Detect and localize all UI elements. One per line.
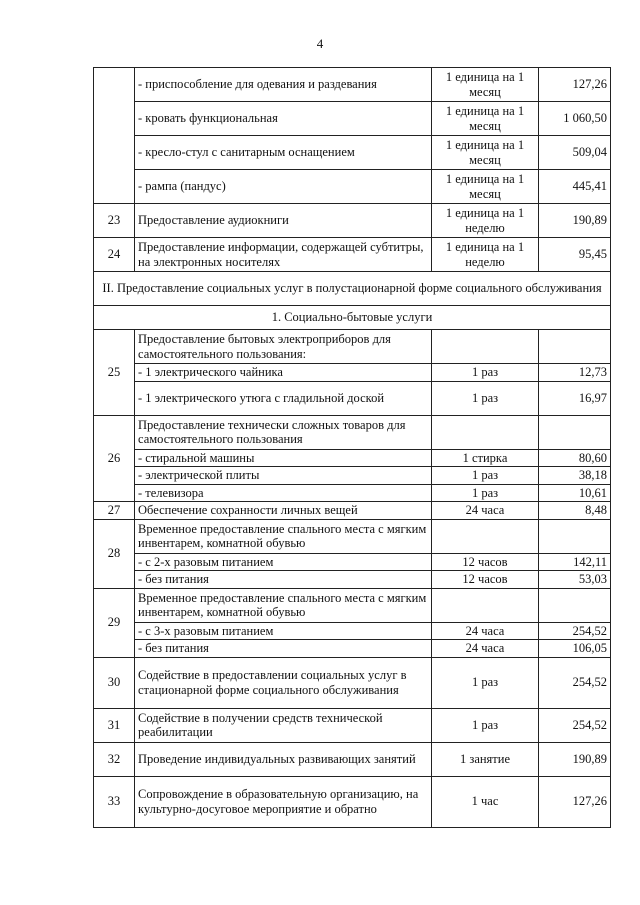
table-row — [94, 364, 611, 382]
page-number: 4 — [316, 36, 324, 51]
service-name-cell: Предоставление бытовых электроприборов для самостоятельного пользования: — [135, 330, 432, 364]
price-cell — [539, 588, 611, 622]
service-name-cell: - рампа (пандус) — [135, 170, 432, 204]
table-row — [94, 657, 611, 708]
section-header-row — [94, 272, 611, 306]
unit-cell: 12 часов — [432, 571, 539, 589]
table-row — [94, 204, 611, 238]
price-cell: 190,89 — [539, 204, 611, 238]
table-row — [94, 571, 611, 589]
table-row — [94, 708, 611, 742]
row-number-cell — [94, 68, 135, 204]
row-number-cell: 33 — [94, 776, 135, 827]
table-row — [94, 102, 611, 136]
table-row — [94, 381, 611, 415]
service-name-cell: - без питания — [135, 571, 432, 589]
service-name-cell: - электрической плиты — [135, 467, 432, 485]
price-cell: 95,45 — [539, 238, 611, 272]
table-row — [94, 553, 611, 571]
price-cell: 10,61 — [539, 484, 611, 502]
row-number-cell: 26 — [94, 415, 135, 502]
price-cell: 445,41 — [539, 170, 611, 204]
service-name-cell: - без питания — [135, 640, 432, 658]
price-cell: 38,18 — [539, 467, 611, 485]
price-cell — [539, 519, 611, 553]
unit-cell — [432, 415, 539, 449]
unit-cell — [432, 330, 539, 364]
table-row — [94, 330, 611, 364]
services-tariff-table — [93, 67, 611, 828]
table-row — [94, 776, 611, 827]
unit-cell: 1 час — [432, 776, 539, 827]
price-cell: 1 060,50 — [539, 102, 611, 136]
table-row — [94, 136, 611, 170]
unit-cell: 1 занятие — [432, 742, 539, 776]
unit-cell: 1 раз — [432, 484, 539, 502]
service-name-cell: Временное предоставление спального места с мягким инвентарем, комнатной обувью — [135, 588, 432, 622]
price-cell: 254,52 — [539, 622, 611, 640]
row-number-cell: 30 — [94, 657, 135, 708]
row-number-cell: 29 — [94, 588, 135, 657]
service-name-cell: - 1 электрического утюга с гладильной доской — [135, 381, 432, 415]
unit-cell: 1 раз — [432, 657, 539, 708]
row-number-cell: 28 — [94, 519, 135, 588]
unit-cell: 1 единица на 1 месяц — [432, 170, 539, 204]
service-name-cell: Временное предоставление спального места с мягким инвентарем, комнатной обувью — [135, 519, 432, 553]
service-name-cell: - стиральной машины — [135, 449, 432, 467]
unit-cell: 1 единица на 1 неделю — [432, 204, 539, 238]
service-name-cell: - приспособление для одевания и раздевания — [135, 68, 432, 102]
service-name-cell: - с 2-х разовым питанием — [135, 553, 432, 571]
service-name-cell: Содействие в предоставлении социальных услуг в стационарной форме социального обслуживания — [135, 657, 432, 708]
section-title: 1. Социально-бытовые услуги — [94, 306, 611, 330]
unit-cell — [432, 519, 539, 553]
unit-cell: 12 часов — [432, 553, 539, 571]
table-row — [94, 68, 611, 102]
service-name-cell: Предоставление аудиокниги — [135, 204, 432, 238]
row-number-cell: 27 — [94, 502, 135, 520]
section-header-row — [94, 306, 611, 330]
service-name-cell: - с 3-х разовым питанием — [135, 622, 432, 640]
unit-cell: 1 раз — [432, 381, 539, 415]
price-cell: 127,26 — [539, 776, 611, 827]
price-cell: 16,97 — [539, 381, 611, 415]
row-number-cell: 31 — [94, 708, 135, 742]
unit-cell: 1 единица на 1 неделю — [432, 238, 539, 272]
table-row — [94, 449, 611, 467]
unit-cell: 24 часа — [432, 502, 539, 520]
price-cell: 190,89 — [539, 742, 611, 776]
unit-cell: 1 раз — [432, 364, 539, 382]
price-cell: 127,26 — [539, 68, 611, 102]
table-row — [94, 502, 611, 520]
unit-cell: 1 единица на 1 месяц — [432, 68, 539, 102]
section-title: II. Предоставление социальных услуг в полустационарной форме социального обслуживания — [94, 272, 611, 306]
price-cell: 254,52 — [539, 708, 611, 742]
table-row — [94, 467, 611, 485]
row-number-cell: 25 — [94, 330, 135, 416]
table-row — [94, 519, 611, 553]
price-cell: 8,48 — [539, 502, 611, 520]
service-name-cell: Сопровождение в образовательную организацию, на культурно-досуговое мероприятие и обратно — [135, 776, 432, 827]
unit-cell: 1 единица на 1 месяц — [432, 102, 539, 136]
table-row — [94, 484, 611, 502]
price-cell: 509,04 — [539, 136, 611, 170]
row-number-cell: 32 — [94, 742, 135, 776]
table-row — [94, 622, 611, 640]
unit-cell — [432, 588, 539, 622]
price-cell: 254,52 — [539, 657, 611, 708]
unit-cell: 1 раз — [432, 708, 539, 742]
row-number-cell: 23 — [94, 204, 135, 238]
price-cell — [539, 330, 611, 364]
unit-cell: 24 часа — [432, 622, 539, 640]
service-name-cell: Содействие в получении средств технической реабилитации — [135, 708, 432, 742]
unit-cell: 24 часа — [432, 640, 539, 658]
table-row — [94, 742, 611, 776]
table-row — [94, 640, 611, 658]
service-name-cell: Предоставление информации, содержащей субтитры, на электронных носителях — [135, 238, 432, 272]
table-row — [94, 170, 611, 204]
service-name-cell: - 1 электрического чайника — [135, 364, 432, 382]
table-row — [94, 415, 611, 449]
table-row — [94, 588, 611, 622]
unit-cell: 1 единица на 1 месяц — [432, 136, 539, 170]
service-name-cell: Обеспечение сохранности личных вещей — [135, 502, 432, 520]
price-cell: 80,60 — [539, 449, 611, 467]
price-cell: 53,03 — [539, 571, 611, 589]
row-number-cell: 24 — [94, 238, 135, 272]
price-cell: 142,11 — [539, 553, 611, 571]
service-name-cell: - телевизора — [135, 484, 432, 502]
service-name-cell: - кресло-стул с санитарным оснащением — [135, 136, 432, 170]
table-row — [94, 238, 611, 272]
service-name-cell: Проведение индивидуальных развивающих занятий — [135, 742, 432, 776]
price-cell — [539, 415, 611, 449]
price-cell: 12,73 — [539, 364, 611, 382]
unit-cell: 1 раз — [432, 467, 539, 485]
unit-cell: 1 стирка — [432, 449, 539, 467]
service-name-cell: Предоставление технически сложных товаров для самостоятельного пользования — [135, 415, 432, 449]
service-name-cell: - кровать функциональная — [135, 102, 432, 136]
price-cell: 106,05 — [539, 640, 611, 658]
